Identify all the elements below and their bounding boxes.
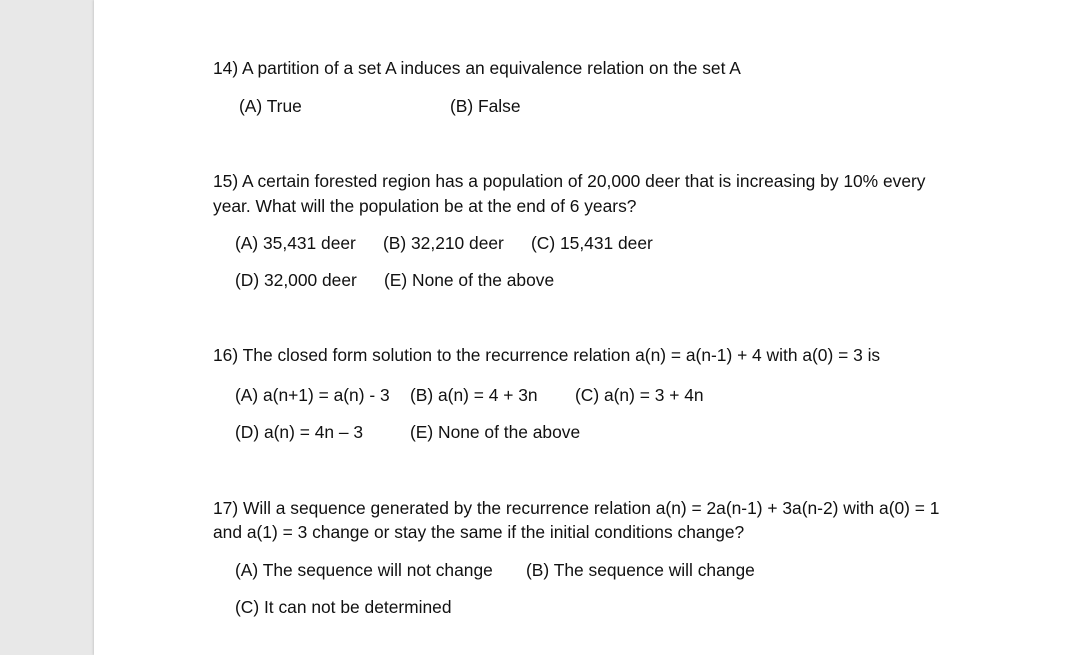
question-15-stem-line-2: year. What will the population be at the end of 6 years?	[213, 196, 637, 216]
question-15-option-d: (D) 32,000 deer	[235, 270, 357, 290]
question-14-stem: 14) A partition of a set A induces an equivalence relation on the set A	[213, 58, 741, 78]
question-15-option-e: (E) None of the above	[384, 270, 555, 290]
question-16-option-b: (B) a(n) = 4 + 3n	[410, 385, 538, 405]
question-14-option-b: (B) False	[450, 96, 521, 116]
question-15-option-c: (C) 15,431 deer	[531, 233, 653, 253]
question-17-option-b: (B) The sequence will change	[526, 560, 755, 580]
question-17-stem-line-1: 17) Will a sequence generated by the recurrence relation a(n) = 2a(n-1) + 3a(n-2) with a(0) = 1	[213, 498, 940, 518]
question-16-option-d: (D) a(n) = 4n – 3	[235, 422, 364, 442]
question-16-stem: 16) The closed form solution to the recurrence relation a(n) = a(n-1) + 4 with a(0) = 3 is	[213, 345, 881, 365]
question-17-stem-line-2: and a(1) = 3 change or stay the same if the initial conditions change?	[213, 522, 745, 542]
question-15-option-b: (B) 32,210 deer	[383, 233, 504, 253]
question-15-stem-line-1: 15) A certain forested region has a population of 20,000 deer that is increasing by 10% every	[213, 171, 926, 191]
question-15-option-a: (A) 35,431 deer	[235, 233, 356, 253]
question-16-option-a: (A) a(n+1) = a(n) - 3	[235, 385, 390, 405]
question-14-option-a: (A) True	[239, 96, 302, 116]
question-16-option-e: (E) None of the above	[410, 422, 581, 442]
question-17-option-a: (A) The sequence will not change	[235, 560, 493, 580]
document-page	[94, 0, 1090, 655]
question-17-option-c: (C) It can not be determined	[235, 597, 452, 617]
question-16-option-c: (C) a(n) = 3 + 4n	[575, 385, 704, 405]
